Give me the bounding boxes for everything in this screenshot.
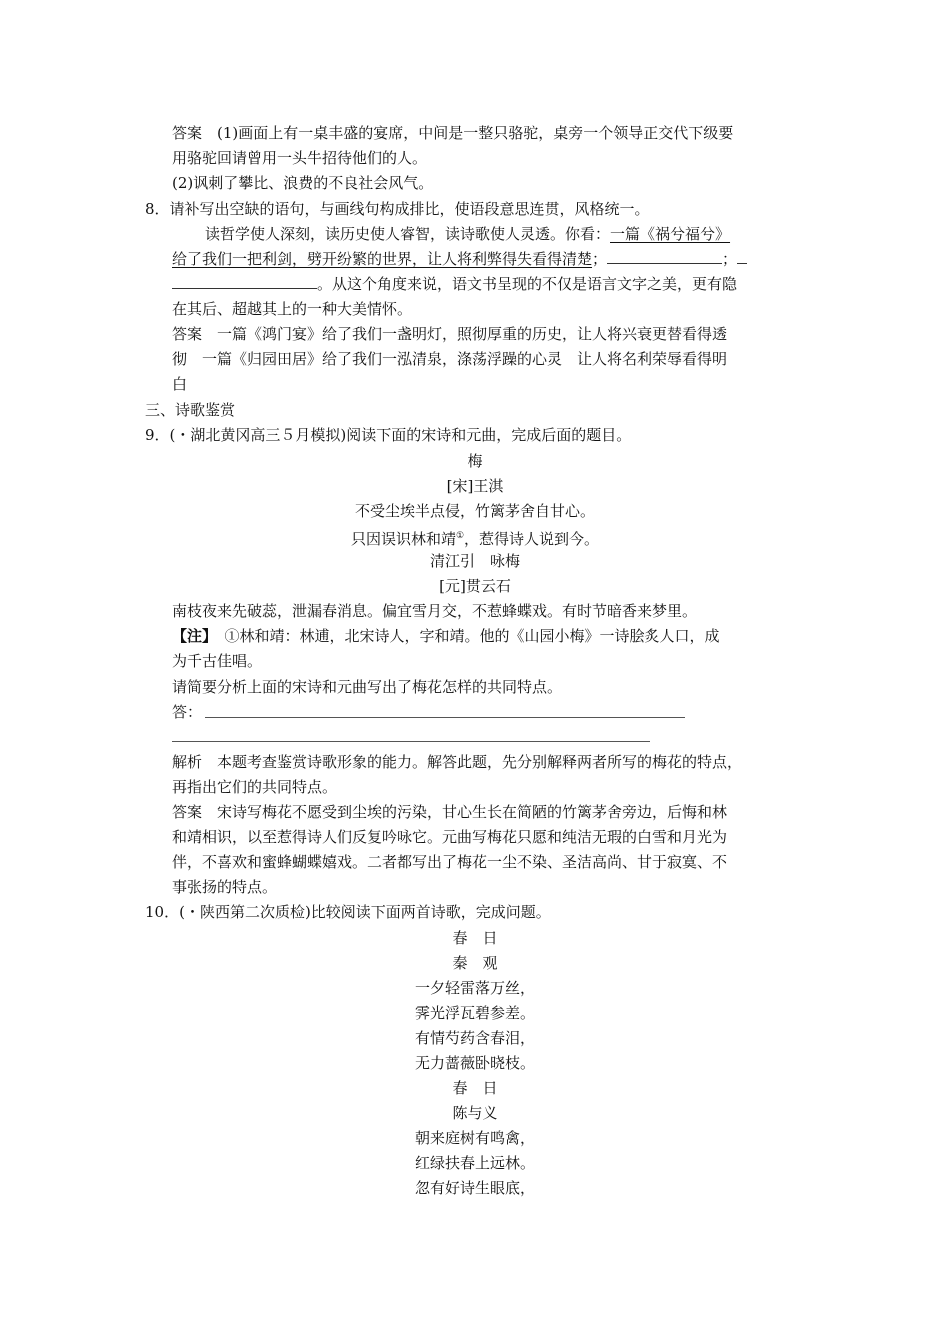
q9-poem1-line-2a: 只因误识林和靖 xyxy=(350,530,456,548)
q9-note-label: 【注】 xyxy=(172,627,210,645)
q8-blank-2b[interactable] xyxy=(172,273,317,289)
q8-paragraph-line-2 xyxy=(172,247,747,271)
q8-paragraph-line-3 xyxy=(172,272,737,296)
q7-answer-line-1 xyxy=(172,121,733,145)
q8-separator-2: ； xyxy=(722,250,738,268)
q9-note-line-2: 为千古佳唱。 xyxy=(172,652,263,670)
q9-poem1-line-2b: ，惹得诗人说到今。 xyxy=(464,530,600,548)
q8-underlined-1: 一篇《祸兮福兮》 xyxy=(610,225,731,243)
q9-question: 请简要分析上面的宋诗和元曲写出了梅花怎样的共同特点。 xyxy=(172,678,563,696)
q9-answer-line-2: 和靖相识，以至惹得诗人们反复吟咏它。元曲写梅花只愿和纯洁无瑕的白雪和月光为 xyxy=(172,828,728,846)
q9-analysis-line-1 xyxy=(172,750,742,774)
q9-analysis-label: 解析 xyxy=(172,753,203,771)
q10-poem2-line-1: 朝来庭树有鸣禽， xyxy=(414,1129,535,1147)
q10-title: 10．(・陕西第二次质检)比较阅读下面两首诗歌，完成问题。 xyxy=(145,903,551,921)
q8-blank-1[interactable] xyxy=(607,248,722,264)
q10-poem2-title: 春 日 xyxy=(452,1079,498,1097)
q8-underlined-2: 给了我们一把利剑，劈开纷繁的世界，让人将利弊得失看得清楚 xyxy=(172,250,593,268)
q9-poem1-line-2 xyxy=(0,524,950,551)
q8-answer-line-2: 彻 一篇《归园田居》给了我们一泓清泉，涤荡浮躁的心灵 让人将名利荣辱看得明 xyxy=(172,350,728,368)
q7-answer-line-3: (2)讽刺了攀比、浪费的不良社会风气。 xyxy=(172,174,434,192)
q10-poem1-title: 春 日 xyxy=(452,929,498,947)
q10-poem1-author: 秦 观 xyxy=(452,954,498,972)
q9-footnote-marker: ① xyxy=(455,531,465,541)
q8-blank-2a[interactable] xyxy=(737,248,747,264)
q10-poem2-line-2: 红绿扶春上远林。 xyxy=(414,1154,535,1172)
q9-answer-prompt: 答： xyxy=(172,703,203,721)
q9-analysis-line-2: 再指出它们的共同特点。 xyxy=(172,778,338,796)
q8-text-1: 读哲学使人深刻，读历史使人睿智，读诗歌使人灵透。你看： xyxy=(205,225,611,243)
q10-poem1-line-1: 一夕轻雷落万丝， xyxy=(414,979,535,997)
q9-poem1-title: 梅 xyxy=(467,452,483,470)
q9-poem2-text: 南枝夜来先破蕊，泄漏春消息。偏宜雪月交，不惹蜂蝶戏。有时节暗香来梦里。 xyxy=(172,602,698,620)
q8-text-3: 。从这个角度来说，语文书呈现的不仅是语言文字之美，更有隐 xyxy=(317,275,738,293)
q10-poem2-author: 陈与义 xyxy=(452,1104,498,1122)
q8-title: 8．请补写出空缺的语句，与画线句构成排比，使语段意思连贯，风格统一。 xyxy=(145,200,650,218)
q10-poem1-line-2: 霁光浮瓦碧参差。 xyxy=(414,1004,535,1022)
q8-answer-label: 答案 xyxy=(172,325,203,343)
q10-poem1-line-3: 有情芍药含春泪， xyxy=(414,1029,535,1047)
q9-answer-line-3: 伴，不喜欢和蜜蜂蝴蝶嬉戏。二者都写出了梅花一尘不染、圣洁高尚、甘于寂寞、不 xyxy=(172,853,728,871)
q9-answer-label: 答案 xyxy=(172,803,203,821)
q9-poem1-author: [宋]王淇 xyxy=(446,477,504,495)
section-heading-poetry: 三、诗歌鉴赏 xyxy=(145,401,236,419)
q9-answer-line-1 xyxy=(172,800,727,824)
q9-answer-text-1: 宋诗写梅花不愿受到尘埃的污染，甘心生长在简陋的竹篱茅舍旁边，后悔和林 xyxy=(217,803,728,821)
q8-answer-line-3: 白 xyxy=(172,375,188,393)
q9-note-line-1 xyxy=(172,624,720,648)
q9-poem1-line-1: 不受尘埃半点侵，竹篱茅舍自甘心。 xyxy=(354,502,595,520)
q9-poem2-author: [元]贯云石 xyxy=(439,577,511,595)
q9-answer-line-4: 事张扬的特点。 xyxy=(172,878,278,896)
q9-poem2-title: 清江引 咏梅 xyxy=(429,552,520,570)
q10-poem1-line-4: 无力蔷薇卧晓枝。 xyxy=(414,1054,535,1072)
q9-analysis-text-1: 本题考查鉴赏诗歌形象的能力。解答此题，先分别解释两者所写的梅花的特点， xyxy=(217,753,743,771)
q9-title: 9．(・湖北黄冈高三５月模拟)阅读下面的宋诗和元曲，完成后面的题目。 xyxy=(145,426,632,444)
q8-answer-text-1: 一篇《鸿门宴》给了我们一盏明灯，照彻厚重的历史，让人将兴衰更替看得透 xyxy=(217,325,728,343)
q8-paragraph-line-1 xyxy=(205,222,730,246)
q10-poem2-line-3: 忽有好诗生眼底， xyxy=(414,1179,535,1197)
q8-separator-1: ； xyxy=(592,250,608,268)
q8-answer-line-1 xyxy=(172,322,727,346)
q8-paragraph-line-4: 在其后、超越其上的一种大美情怀。 xyxy=(172,300,413,318)
q7-answer-line-2: 用骆驼回请曾用一头牛招待他们的人。 xyxy=(172,149,428,167)
q9-answer-line-blank-2[interactable] xyxy=(172,741,650,742)
q9-note-text-1: ①林和靖：林逋，北宋诗人，字和靖。他的《山园小梅》一诗脍炙人口，成 xyxy=(224,627,720,645)
q9-answer-line-blank-1[interactable] xyxy=(205,717,685,718)
q7-answer-text-1: (1)画面上有一桌丰盛的宴席，中间是一整只骆驼，桌旁一个领导正交代下级要 xyxy=(217,124,734,142)
q7-answer-label: 答案 xyxy=(172,124,203,142)
